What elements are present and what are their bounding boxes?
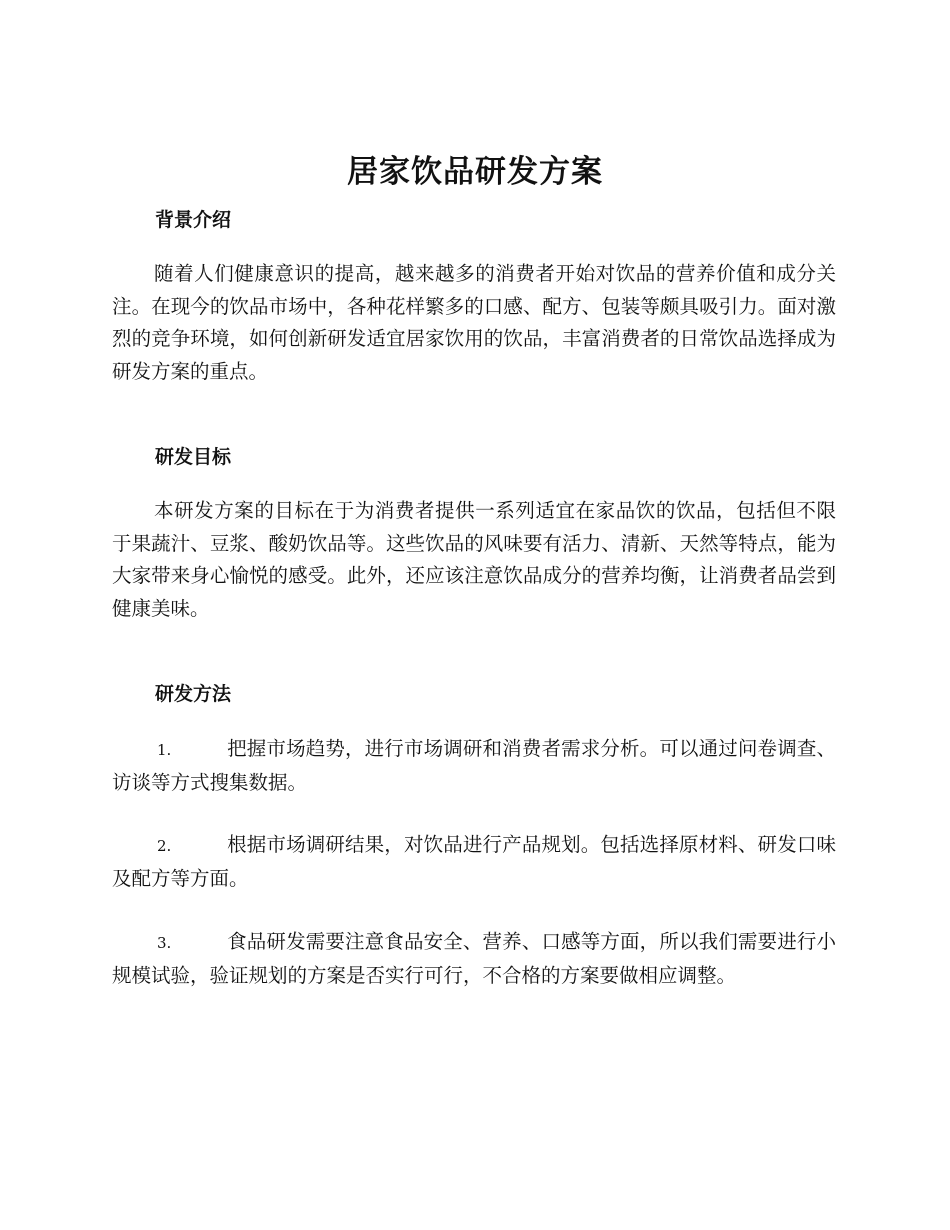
- section-paragraph-background: 随着人们健康意识的提高，越来越多的消费者开始对饮品的营养价值和成分关注。在现今的饮品市场中，各种花样繁多的口感、配方、包装等颇具吸引力。面对激烈的竞争环境，如何创新研发适宜居家饮用的饮品，丰富消费者的日常饮品选择成为研发方案的重点。: [112, 262, 836, 383]
- list-item-number: 2.: [157, 837, 172, 855]
- list-item: [112, 733, 836, 799]
- section-heading-goals: 研发目标: [155, 446, 232, 468]
- list-item-text: 根据市场调研结果，对饮品进行产品规划。包括选择原材料、研发口味及配方等方面。: [112, 833, 836, 890]
- list-item-number: 1.: [157, 741, 172, 759]
- list-item: [112, 829, 836, 895]
- list-item-text: 食品研发需要注意食品安全、营养、口感等方面，所以我们需要进行小规模试验，验证规划的方案是否实行可行，不合格的方案要做相应调整。: [112, 930, 836, 987]
- section-heading-methods: 研发方法: [155, 683, 232, 705]
- section-heading-background: 背景介绍: [155, 209, 232, 231]
- list-item-text: 把握市场趋势，进行市场调研和消费者需求分析。可以通过问卷调查、访谈等方式搜集数据。: [112, 737, 836, 794]
- list-item-number: 3.: [157, 934, 172, 952]
- section-paragraph-goals: 本研发方案的目标在于为消费者提供一系列适宜在家品饮的饮品，包括但不限于果蔬汁、豆浆、酸奶饮品等。这些饮品的风味要有活力、清新、天然等特点，能为大家带来身心愉悦的感受。此外，还应该注意饮品成分的营养均衡，让消费者品尝到健康美味。: [112, 499, 836, 620]
- document-title: 居家饮品研发方案: [347, 154, 603, 190]
- list-item: [112, 926, 836, 992]
